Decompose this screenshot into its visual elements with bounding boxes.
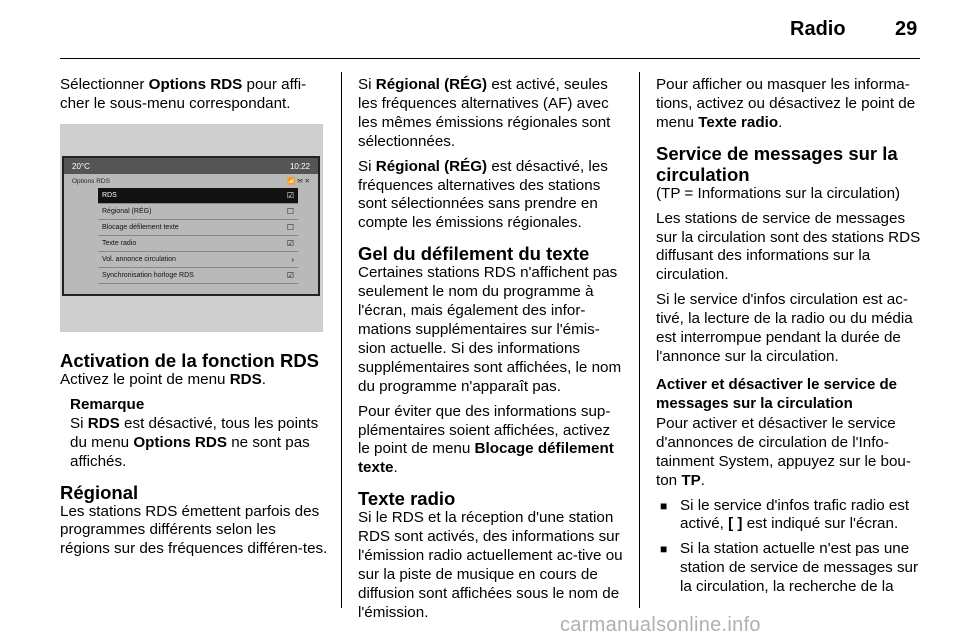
- list-item: ■ Si le service d'infos trafic radio est activé, [ ] est indiqué sur l'écran.: [656, 497, 922, 535]
- activation-paragraph: Activez le point de menu RDS.: [60, 371, 267, 388]
- screen-status-bar: [64, 158, 318, 174]
- column-1: [60, 76, 328, 120]
- heading-activation-rds: Activation de la fonction RDS: [60, 350, 320, 371]
- bullet-list: [656, 497, 922, 598]
- checkbox-icon: ☐: [286, 223, 294, 232]
- screen-menu-item-blocage: Blocage défilement texte ☐: [98, 220, 298, 236]
- checkbox-icon: ☑: [286, 271, 294, 280]
- status-icons: 📶 ✉ ✕: [287, 178, 310, 185]
- screen-menu-item-sync-horloge: Synchronisation horloge RDS ☑: [98, 268, 298, 284]
- screen-menu-item-rds: RDS ☑: [98, 188, 298, 204]
- tp-button-paragraph: Pour activer et désactiver le service d'annonces de circulation de l'Info-tainment System, appuyez sur le bou-ton TP.: [656, 414, 911, 489]
- regional-paragraph: Les stations RDS émettent parfois des programmes différents selon les régions sur des fréquences différen-tes.: [60, 502, 328, 558]
- blocage-paragraph: Pour éviter que des informations sup-plémentaires soient affichées, activez le point de menu Blocage défilement texte.: [358, 402, 614, 477]
- intro-paragraph: Sélectionner Options RDS pour affi-cher le sous-menu correspondant.: [60, 76, 307, 112]
- column-3: [656, 76, 922, 603]
- checkbox-icon: ☑: [286, 191, 294, 200]
- regional-off-paragraph: Si Régional (RÉG) est désactivé, les fréquences alternatives des stations sont sélectionnées sans prendre en compte les émissions régionales.: [358, 157, 608, 232]
- regional-on-paragraph: Si Régional (RÉG) est activé, seules les fréquences alternatives (AF) avec les mêmes émissions régionales sont sélectionnées.: [358, 76, 611, 150]
- screen-menu-title: Options RDS: [72, 177, 110, 185]
- page-number: 29: [895, 18, 918, 40]
- heading-texte-radio: Texte radio: [358, 488, 456, 510]
- column-divider-2: [639, 72, 640, 608]
- texte-radio-toggle-paragraph: Pour afficher ou masquer les informa-tions, activez ou désactivez le point de menu Texte radio.: [656, 76, 916, 131]
- note-text: Si RDS est désactivé, tous les points du menu Options RDS ne sont pas affichés.: [70, 414, 319, 470]
- screen-menu-item-vol-annonce: Vol. annonce circulation ›: [98, 252, 298, 268]
- heading-service-messages: Service de messages sur la circulation: [656, 142, 898, 185]
- rds-options-screen-image: [60, 124, 323, 332]
- section-title: Radio: [790, 18, 846, 40]
- column-divider-1: [341, 72, 342, 608]
- screen-time: 10:22: [289, 161, 310, 171]
- header-rule: [60, 58, 920, 59]
- checkbox-icon: ☑: [286, 239, 294, 248]
- infotainment-screen: [62, 156, 320, 296]
- service-paragraph-1: Les stations de service de messages sur la circulation sont des stations RDS diffusant des informations sur la circulation.: [656, 209, 921, 284]
- screen-temperature: 20°C: [72, 161, 90, 171]
- heading-gel-defilement: Gel du défilement du texte: [358, 243, 590, 265]
- checkbox-icon: ☐: [286, 207, 294, 216]
- watermark: carmanualsonline.info: [560, 614, 761, 636]
- gel-paragraph: Certaines stations RDS n'affichent pas seulement le nom du programme à l'écran, mais également des infor-mations supplémentaires sur l'émis-sion actuelle. Si des informations supplémentaires sont affichées, le nom du programme n'apparaît pas.: [358, 264, 622, 395]
- column-1-lower: [60, 340, 328, 565]
- screen-menu-list: [98, 188, 298, 284]
- service-paragraph-2: Si le service d'infos circulation est ac-tivé, la lecture de la radio ou du média est interrompue pendant la durée de l'annonce sur la circulation.: [656, 291, 913, 365]
- heading-regional: Régional: [60, 481, 139, 503]
- note-box: [70, 396, 328, 472]
- heading-activer-desactiver: Activer et désactiver le service de messages sur la circulation: [656, 375, 897, 412]
- tp-definition: (TP = Informations sur la circulation): [656, 184, 901, 202]
- column-2: [358, 76, 624, 629]
- note-title: Remarque: [70, 395, 145, 413]
- screen-menu-item-texte-radio: Texte radio ☑: [98, 236, 298, 252]
- screen-menu-header: [64, 174, 318, 188]
- chevron-right-icon: ›: [291, 255, 294, 264]
- list-item: ■ Si la station actuelle n'est pas une station de service de messages sur la circulation, la recherche de la: [656, 540, 922, 597]
- texte-radio-paragraph: Si le RDS et la réception d'une station RDS sont activés, des informations sur l'émission radio actuellement ac-tive ou sur la piste de musique en cours de diffusion sont affichées sous le nom de l'émission.: [358, 509, 623, 621]
- screen-menu-item-regional: Régional (RÉG) ☐: [98, 204, 298, 220]
